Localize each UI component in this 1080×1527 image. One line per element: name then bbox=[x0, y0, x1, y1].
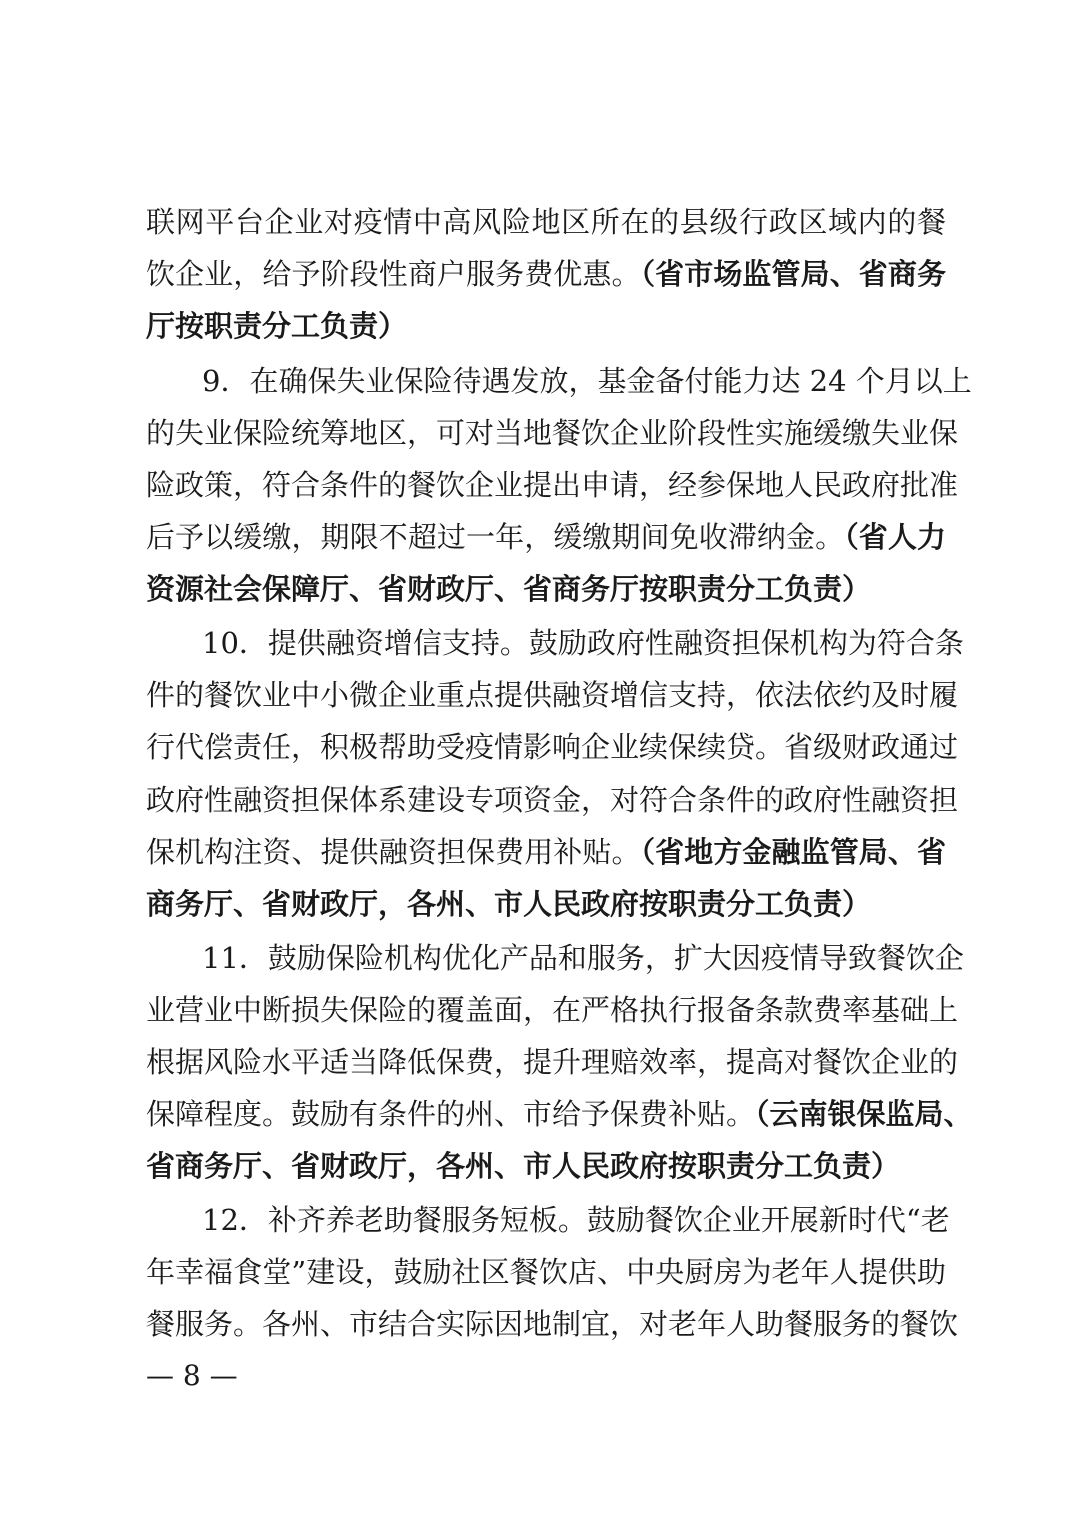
text-line: 件的餐饮业中小微企业重点提供融资增信支持，依法依约及时履 bbox=[146, 678, 959, 712]
text-line: 餐服务。各州、市结合实际因地制宜，对老年人助餐服务的餐饮 bbox=[146, 1307, 959, 1341]
text-line: 饮企业，给予阶段性商户服务费优惠。（省市场监管局、省商务 bbox=[146, 257, 946, 291]
text-line: 资源社会保障厅、省财政厅、省商务厅按职责分工负责） bbox=[146, 572, 872, 606]
paragraph-10-first-line: 10．提供融资增信支持。鼓励政府性融资担保机构为符合条 bbox=[202, 626, 964, 660]
text-line: 行代偿责任，积极帮助受疫情影响企业续保续贷。省级财政通过 bbox=[146, 730, 959, 764]
text-line: 年幸福食堂”建设，鼓励社区餐饮店、中央厨房为老年人提供助 bbox=[146, 1255, 946, 1289]
text-line: 保机构注资、提供融资担保费用补贴。（省地方金融监管局、省 bbox=[146, 835, 946, 869]
text-line: 政府性融资担保体系建设专项资金，对符合条件的政府性融资担 bbox=[146, 783, 959, 817]
text-line: 险政策，符合条件的餐饮企业提出申请，经参保地人民政府批准 bbox=[146, 468, 959, 502]
text-line: 的失业保险统筹地区，可对当地餐饮企业阶段性实施缓缴失业保 bbox=[146, 416, 959, 450]
text-line: 根据风险水平适当降低保费，提升理赔效率，提高对餐饮企业的 bbox=[146, 1045, 959, 1079]
text-line: 联网平台企业对疫情中高风险地区所在的县级行政区域内的餐 bbox=[146, 205, 946, 239]
page-number: — 8 — bbox=[146, 1359, 238, 1392]
paragraph-11-first-line: 11．鼓励保险机构优化产品和服务，扩大因疫情导致餐饮企 bbox=[202, 941, 964, 975]
paragraph-9-first-line: 9．在确保失业保险待遇发放，基金备付能力达 24 个月以上 bbox=[202, 364, 972, 398]
text-line: 省商务厅、省财政厅，各州、市人民政府按职责分工负责） bbox=[146, 1149, 901, 1183]
text-line: 业营业中断损失保险的覆盖面，在严格执行报备条款费率基础上 bbox=[146, 993, 959, 1027]
text-line: 后予以缓缴，期限不超过一年，缓缴期间免收滞纳金。（省人力 bbox=[146, 520, 946, 554]
text-line: 厅按职责分工负责） bbox=[146, 309, 408, 343]
text-line: 商务厅、省财政厅，各州、市人民政府按职责分工负责） bbox=[146, 887, 872, 921]
paragraph-12-first-line: 12．补齐养老助餐服务短板。鼓励餐饮企业开展新时代“老 bbox=[202, 1203, 950, 1237]
text-line: 保障程度。鼓励有条件的州、市给予保费补贴。（云南银保监局、 bbox=[146, 1097, 973, 1131]
